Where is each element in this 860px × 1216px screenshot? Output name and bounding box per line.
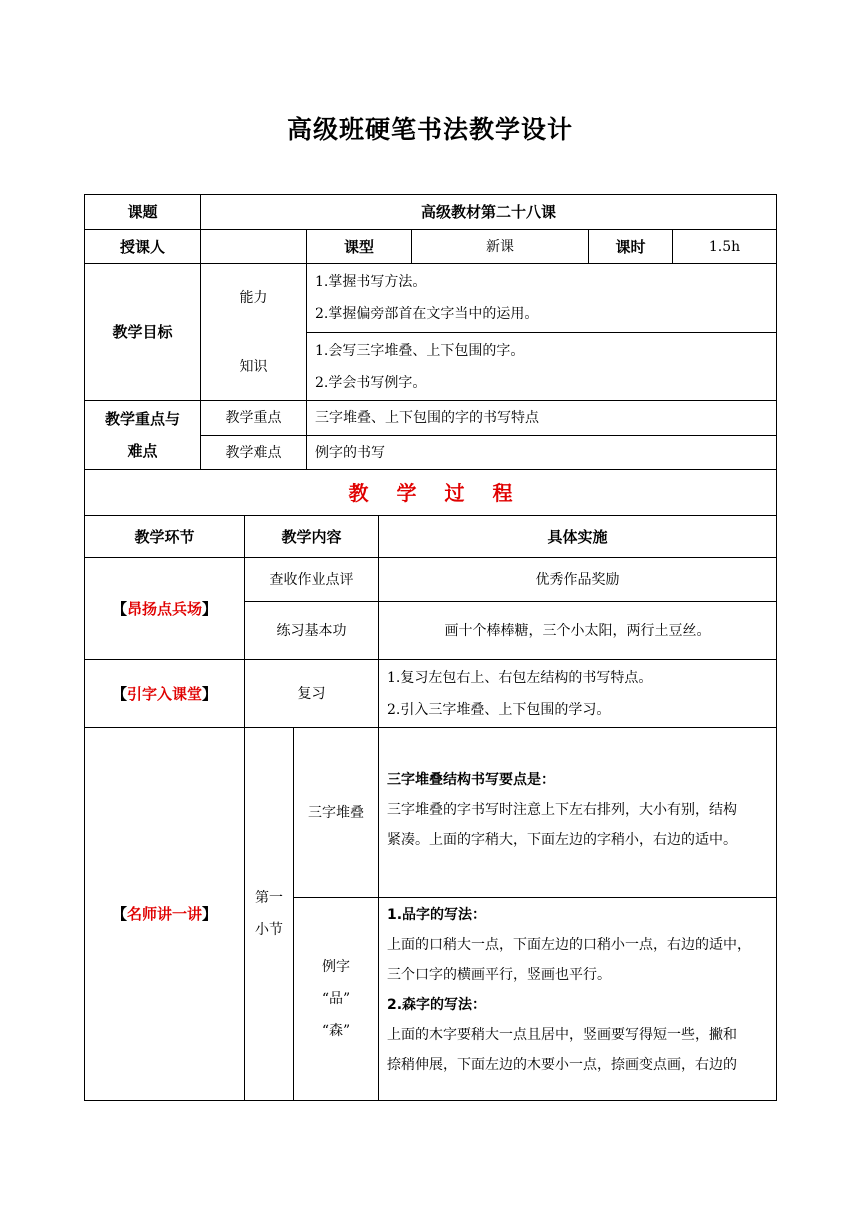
focus-value: 三字堆叠、上下包围的字的书写特点 — [315, 410, 539, 426]
part2-line: 三个口字的横画平行，竖画也平行。 — [387, 967, 611, 983]
section1-row1-content: 查收作业点评 — [269, 571, 354, 588]
section1-row1-detail: 优秀作品奖励 — [535, 571, 620, 588]
knowledge-item: 2.学会书写例字。 — [315, 374, 427, 391]
ability-label: 能力 — [239, 290, 268, 306]
knowledge-item: 1.会写三字堆叠、上下包围的字。 — [315, 342, 525, 359]
section2-name — [85, 660, 244, 727]
part2-line: 上面的木字要稍大一点且居中，竖画要写得短一些，撇和 — [387, 1027, 737, 1043]
section2-content: 复习 — [297, 685, 326, 702]
part2-label-line: “品” — [321, 991, 351, 1007]
keypoints-label — [85, 401, 200, 469]
section2-details — [379, 660, 776, 727]
teacher-label: 授课人 — [119, 237, 165, 256]
ability-items — [307, 264, 776, 332]
difficulty-label: 教学难点 — [225, 444, 282, 461]
focus-label: 教学重点 — [225, 410, 282, 426]
section3-part1-label: 三字堆叠 — [308, 804, 364, 821]
section3-part2-label — [294, 898, 378, 1100]
difficulty-value: 例字的书写 — [315, 444, 385, 461]
knowledge-items — [307, 333, 776, 400]
part1-line: 三字堆叠的字书写时注意上下左右排列，大小有别，结构 — [387, 802, 737, 818]
section3-part1-detail — [379, 728, 776, 897]
knowledge-label: 知识 — [239, 358, 268, 375]
teacher-value — [201, 230, 306, 263]
ability-item: 1.掌握书写方法。 — [315, 274, 427, 290]
type-value: 新课 — [486, 238, 514, 255]
section1-row2-content: 练习基本功 — [276, 622, 347, 639]
part1-line: 紧凑。上面的字稍大，下面左边的字稍小，右边的适中。 — [387, 832, 737, 848]
section3-name-text: 【名师讲一讲】 — [111, 905, 218, 923]
section1-name-text: 【昂扬点兵场】 — [111, 599, 218, 618]
keypoints-label-line: 难点 — [127, 442, 158, 460]
section1-name — [85, 558, 244, 659]
goals-label: 教学目标 — [112, 323, 173, 341]
section3-name — [85, 728, 244, 1100]
section3-sub — [245, 728, 293, 1100]
part2-heading: 1.品字的写法： — [387, 907, 487, 923]
page-title: 高级班硬笔书法教学设计 — [286, 115, 573, 144]
hours-value: 1.5h — [708, 238, 741, 255]
part2-line: 捺稍伸展，下面左边的木要小一点，捺画变点画，右边的 — [387, 1057, 737, 1073]
process-col3-header: 具体实施 — [547, 527, 608, 546]
section3-sub-line: 第一 — [255, 890, 283, 906]
section3-sub-line: 小节 — [255, 922, 283, 938]
part2-label-line: “森” — [321, 1023, 351, 1039]
keypoints-label-line: 教学重点与 — [104, 410, 180, 428]
part2-line: 上面的口稍大一点，下面左边的口稍小一点，右边的适中， — [387, 937, 751, 953]
type-label: 课型 — [343, 237, 374, 256]
section2-detail: 1.复习左包右上、右包左结构的书写特点。 — [387, 669, 653, 686]
ability-item: 2.掌握偏旁部首在文字当中的运用。 — [315, 306, 539, 322]
process-title: 教学过程 — [348, 480, 541, 505]
process-title-cell — [85, 470, 776, 515]
topic-label: 课题 — [127, 203, 158, 221]
part2-heading: 2.森字的写法： — [387, 997, 487, 1013]
section2-detail: 2.引入三字堆叠、上下包围的学习。 — [387, 701, 611, 718]
part1-heading: 三字堆叠结构书写要点是： — [387, 772, 555, 788]
hours-label: 课时 — [615, 237, 646, 256]
section2-name-text: 【引字入课堂】 — [111, 684, 218, 703]
process-col1-header: 教学环节 — [134, 527, 195, 546]
section1-row2-detail: 画十个棒棒糖，三个小太阳，两行土豆丝。 — [444, 622, 711, 639]
topic-value: 高级教材第二十八课 — [420, 203, 556, 221]
section3-part2-detail — [379, 898, 776, 1100]
part2-label-line: 例字 — [322, 959, 350, 975]
process-col2-header: 教学内容 — [281, 527, 342, 546]
